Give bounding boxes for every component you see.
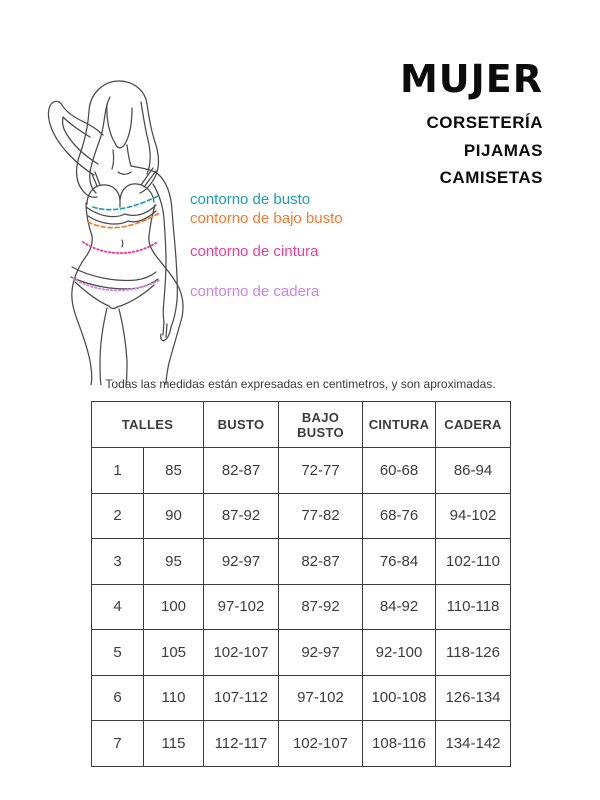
table-cell: 72-77 [279, 448, 363, 494]
table-cell: 5 [92, 630, 144, 676]
neck-left [112, 150, 114, 169]
table-cell: 134-142 [436, 721, 511, 767]
table-cell: 105 [144, 630, 204, 676]
face-outline [107, 104, 132, 148]
measurements-note: Todas las medidas están expresadas en centimetros, y son aproximadas. [105, 377, 496, 391]
table-cell: 92-97 [279, 630, 363, 676]
table-cell: 68-76 [363, 493, 436, 539]
table-cell: 77-82 [279, 493, 363, 539]
header-talles: TALLES [92, 402, 204, 448]
table-cell: 2 [92, 493, 144, 539]
category-camisetas: CAMISETAS [439, 168, 543, 187]
bikini-band-top [72, 267, 156, 280]
table-cell: 94-102 [436, 493, 511, 539]
table-cell: 100 [144, 584, 204, 630]
finger-line-1 [163, 322, 164, 335]
table-cell: 108-116 [363, 721, 436, 767]
table-cell: 97-102 [279, 675, 363, 721]
header-bajo-busto: BAJO BUSTO [279, 402, 363, 448]
table-cell: 87-92 [279, 584, 363, 630]
category-pijamas: PIJAMAS [463, 140, 543, 160]
table-cell: 110 [144, 675, 204, 721]
table-cell: 92-97 [204, 539, 279, 585]
bust-measure-line [93, 196, 158, 210]
table-cell: 82-87 [204, 448, 279, 494]
table-cell: 126-134 [436, 675, 511, 721]
table-cell: 60-68 [363, 448, 436, 494]
table-cell: 118-126 [436, 630, 511, 676]
body-outline [49, 81, 183, 385]
table-row [92, 539, 511, 585]
table-cell: 107-112 [204, 675, 279, 721]
table-cell: 115 [144, 721, 204, 767]
table-cell: 97-102 [204, 584, 279, 630]
inner-thigh-right [119, 309, 127, 385]
title-block [400, 58, 543, 192]
raised-forearm-top [62, 105, 103, 135]
label-contorno-bajo-busto: contorno de bajo busto [190, 210, 343, 227]
table-row [92, 721, 511, 767]
label-contorno-busto: contorno de busto [190, 191, 311, 208]
table-cell: 87-92 [204, 493, 279, 539]
waist-measure-line [83, 242, 156, 253]
header-cintura: CINTURA [363, 402, 436, 448]
table-cell: 85 [144, 448, 204, 494]
table-cell: 95 [144, 539, 204, 585]
table-row [92, 630, 511, 676]
table-header-row [92, 402, 511, 448]
table-cell: 82-87 [279, 539, 363, 585]
category-corseteria: CORSETERÍA [426, 113, 543, 132]
table-cell: 102-107 [204, 630, 279, 676]
clavicle [118, 172, 131, 174]
header-cadera: CADERA [436, 402, 511, 448]
right-arm-outer [158, 174, 177, 327]
header-busto: BUSTO [204, 402, 279, 448]
size-table [91, 401, 511, 767]
table-row [92, 493, 511, 539]
table-cell: 102-110 [436, 539, 511, 585]
table-row [92, 448, 511, 494]
table-cell: 4 [92, 584, 144, 630]
table-cell: 112-117 [204, 721, 279, 767]
table-cell: 102-107 [279, 721, 363, 767]
inner-thigh-left [100, 308, 107, 385]
raised-arm-outer [49, 101, 94, 175]
table-cell: 1 [92, 448, 144, 494]
table-cell: 6 [92, 675, 144, 721]
page-title: MUJER [399, 57, 543, 101]
table-cell: 92-100 [363, 630, 436, 676]
label-contorno-cintura: contorno de cintura [190, 243, 319, 260]
table-cell: 84-92 [363, 584, 436, 630]
table-cell: 90 [144, 493, 204, 539]
table-cell: 100-108 [363, 675, 436, 721]
neck-right [127, 145, 131, 166]
raised-arm-inner [63, 117, 98, 164]
table-cell: 76-84 [363, 539, 436, 585]
table-row [92, 584, 511, 630]
label-contorno-cadera: contorno de cadera [190, 283, 320, 300]
bra-underband [86, 205, 156, 217]
finger-line-2 [166, 324, 167, 337]
crotch [109, 306, 117, 308]
panty-left-edge [75, 282, 109, 306]
table-cell: 3 [92, 539, 144, 585]
navel [122, 240, 123, 247]
table-cell: 7 [92, 721, 144, 767]
table-row [92, 675, 511, 721]
category-list [400, 109, 543, 192]
table-cell: 110-118 [436, 584, 511, 630]
table-cell: 86-94 [436, 448, 511, 494]
